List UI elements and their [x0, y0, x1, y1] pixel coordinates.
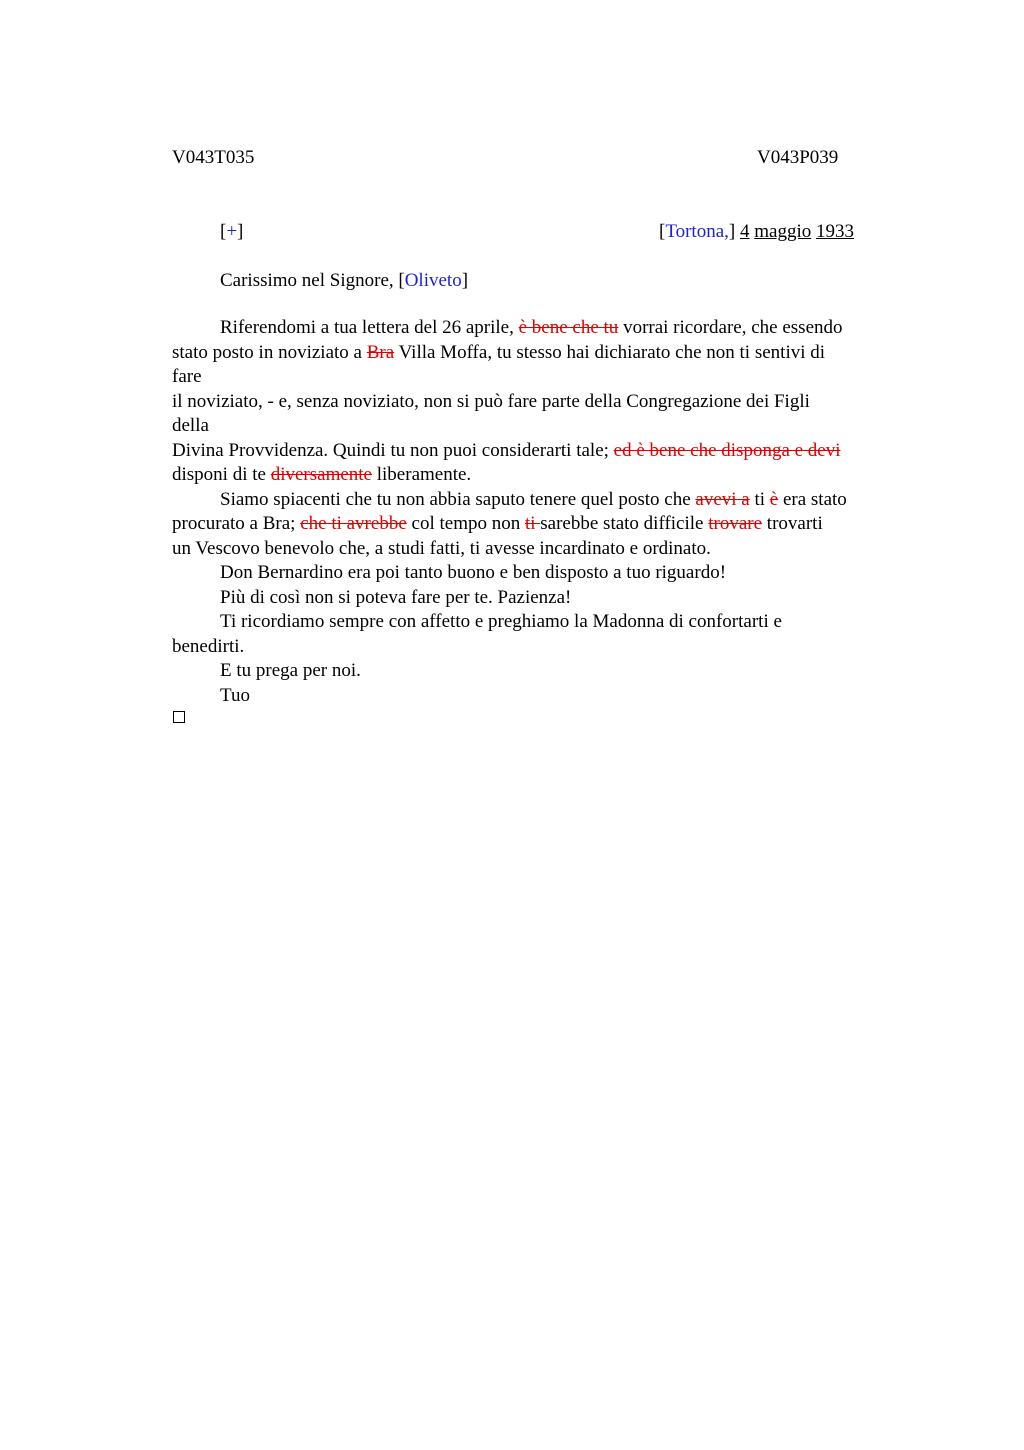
text-run: stato posto in noviziato a [172, 341, 367, 363]
deleted-text: è bene che tu [518, 317, 619, 338]
text-run: vorrai ricordare, che essendo [618, 317, 843, 338]
cross-symbol: + [226, 221, 238, 242]
body-line-11: Don Bernardino era poi tanto buono e ben disposto a tuo riguardo! [220, 562, 727, 583]
body-line-15: E tu prega per noi. [220, 660, 361, 681]
date-month: maggio [754, 221, 812, 242]
end-box-icon [173, 711, 185, 723]
text-run: ti [749, 488, 770, 510]
text-run: disponi di te [172, 464, 271, 485]
body-line-16: Tuo [220, 684, 250, 706]
body-line-5: della [172, 415, 209, 436]
document-code-right: V043P039 [757, 147, 839, 168]
body-line-2 [172, 341, 912, 366]
deleted-text: è [769, 488, 779, 510]
deleted-text: trovare [708, 513, 763, 534]
salutation-text: Carissimo nel Signore, [ [220, 270, 405, 291]
body-line-12: Più di così non si poteva fare per te. Pazienza! [220, 586, 572, 608]
body-line-13: Ti ricordiamo sempre con affetto e preghiamo la Madonna di confortarti e [220, 611, 782, 632]
place-bracket-close: ] [728, 221, 736, 242]
text-run: procurato a Bra; [172, 513, 301, 534]
body-line-1 [172, 316, 912, 341]
date-year: 1933 [815, 221, 854, 242]
recipient-name: Oliveto [404, 270, 462, 291]
place-bracket-open: [ [659, 221, 666, 242]
text-run: Villa Moffa, tu stesso hai dichiarato che non ti sentivi di [394, 341, 826, 363]
date-day: 4 [739, 221, 750, 242]
salutation-close: ] [461, 270, 469, 291]
deleted-text: diversamente [270, 464, 372, 485]
body-line-6 [172, 439, 912, 464]
text-run: sarebbe stato difficile [540, 513, 709, 534]
text-run: era stato [778, 488, 847, 510]
bracket-close: ] [237, 221, 244, 242]
document-code-left: V043T035 [172, 147, 255, 168]
text-run: liberamente. [372, 464, 472, 485]
deleted-text: avevi a [695, 488, 750, 510]
salutation [220, 270, 468, 292]
body-line-8 [172, 488, 912, 513]
dateline [659, 221, 854, 243]
text-run: Riferendomi a tua lettera del 26 aprile, [220, 317, 519, 338]
body-line-7 [172, 463, 912, 488]
text-run: trovarti [762, 513, 823, 534]
text-run: Divina Provvidenza. Quindi tu non puoi considerarti tale; [172, 439, 614, 461]
deleted-text: che ti avrebbe [300, 513, 407, 534]
bracket-open: [ [220, 221, 227, 242]
body-line-9 [172, 512, 912, 537]
deleted-text: ed è bene che disponga e devi [613, 439, 841, 461]
deleted-text: Bra [366, 341, 395, 363]
deleted-text: ti [524, 513, 541, 534]
text-run: Siamo spiacenti che tu non abbia saputo tenere quel posto che [220, 488, 696, 510]
body-line-10: un Vescovo benevolo che, a studi fatti, ti avesse incardinato e ordinato. [172, 537, 711, 559]
body-line-14: benedirti. [172, 635, 245, 657]
body-line-4: il noviziato, - e, senza noviziato, non si può fare parte della Congregazione dei Figli [172, 390, 810, 412]
body-line-3: fare [172, 366, 202, 387]
text-run: col tempo non [406, 513, 525, 534]
cross-mark [220, 221, 243, 243]
letter-body [172, 316, 912, 708]
place-name: Tortona, [665, 221, 729, 242]
